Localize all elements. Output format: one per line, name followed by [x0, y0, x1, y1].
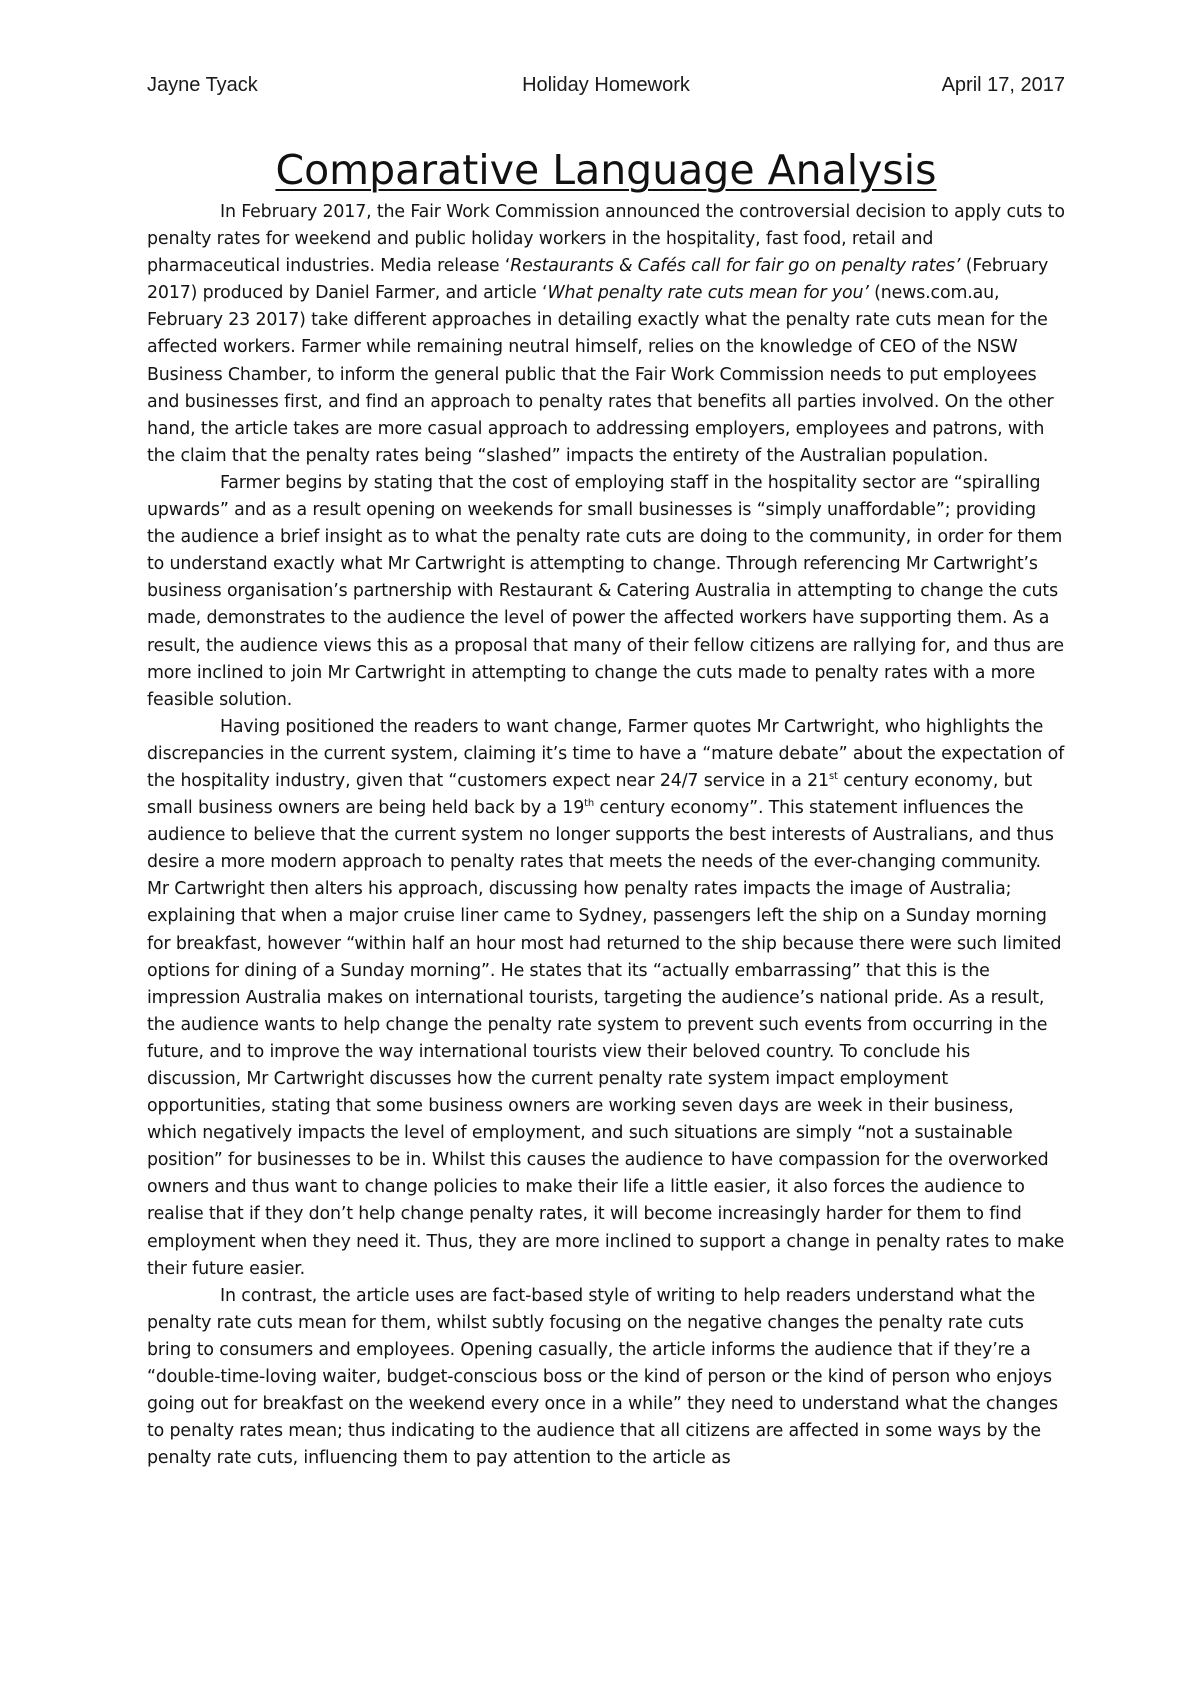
document-body	[147, 199, 1065, 1472]
paragraph-text: (news.com.au, February 23 2017) take different approaches in detailing exactly what the penalty rate cuts mean for the affected workers. Farmer while remaining neutral himself, relies on the knowledge of CEO of the NSW Business Chamber, to inform the general public that the Fair Work Commission needs to put employees and businesses first, and find an approach to penalty rates that benefits all parties involved. On the other hand, the article takes are more casual approach to addressing employers, employees and patrons, with the claim that the penalty rates being “slashed” impacts the entirety of the Australian population.	[147, 283, 1054, 466]
paragraph-1	[147, 199, 1065, 470]
page-header	[147, 74, 1065, 104]
paragraph-2	[147, 470, 1065, 714]
ordinal-superscript: th	[584, 798, 595, 810]
paragraph-text: In February 2017, the Fair Work Commission announced the controversial decision to apply cuts to penalty rates for weekend and public holiday workers in the hospitality, fast food, retail and pharmaceutical industries. Media release ‘	[147, 202, 1065, 277]
paragraph-3	[147, 714, 1065, 1283]
article-title: What penalty rate cuts mean for you’	[547, 283, 869, 304]
paragraph-text: Farmer begins by stating that the cost of employing staff in the hospitality sector are “spiralling upwards” and as a result opening on weekends for small businesses is “simply unaffordable”; providing the audience a brief insight as to what the penalty rate cuts are doing to the community, in order for them to understand exactly what Mr Cartwright is attempting to change. Through referencing Mr Cartwright’s business organisation’s partnership with Restaurant & Catering Australia in attempting to change the cuts made, demonstrates to the audience the level of power the affected workers have supporting them. As a result, the audience views this as a proposal that many of their fellow citizens are rallying for, and thus are more inclined to join Mr Cartwright in attempting to change the cuts made to penalty rates with a more feasible solution.	[147, 472, 1064, 710]
media-release-title: Restaurants & Cafés call for fair go on penalty rates’	[510, 256, 961, 277]
paragraph-text: century economy, but small business owners are being held back by a 19	[147, 770, 1033, 819]
ordinal-superscript: st	[828, 771, 838, 783]
paragraph-text: century economy”. This statement influences the audience to believe that the current system no longer supports the best interests of Australians, and thus desire a more modern approach to penalty rates that meets the needs of the ever-changing community. Mr Cartwright then alters his approach, discussing how penalty rates impacts the image of Australia; explaining that when a major cruise liner came to Sydney, passengers left the ship on a Sunday morning for breakfast, however “within half an hour most had returned to the ship because there were such limited options for dining of a Sunday morning”. He states that its “actually embarrassing” that this is the impression Australia makes on international tourists, targeting the audience’s national pride. As a result, the audience wants to help change the penalty rate system to prevent such events from occurring in the future, and to improve the way international tourists view their beloved country. To conclude his discussion, Mr Cartwright discusses how the current penalty rate system impact employment opportunities, stating that some business owners are working seven days are week in their business, which negatively impacts the level of employment, and such situations are simply “not a sustainable position” for businesses to be in. Whilst this causes the audience to have compassion for the overworked owners and thus want to change policies to make their life a little easier, it also forces the audience to realise that if they don’t help change penalty rates, it will become increasingly harder for them to find employment when they need it. Thus, they are more inclined to support a change in penalty rates to make their future easier.	[147, 798, 1065, 1279]
header-date: April 17, 2017	[941, 74, 1065, 96]
document-title: Comparative Language Analysis	[275, 146, 937, 194]
paragraph-text: Having positioned the readers to want change, Farmer quotes Mr Cartwright, who highlights the discrepancies in the current system, claiming it’s time to have a “mature debate” about the expectation of the hospitality industry, given that “customers expect near 24/7 service in a 21	[147, 716, 1065, 791]
paragraph-text: (February 2017) produced by Daniel Farmer, and article ‘	[147, 256, 1049, 304]
paragraph-4	[147, 1283, 1065, 1473]
header-author: Jayne Tyack	[147, 74, 258, 96]
paragraph-text: In contrast, the article uses are fact-based style of writing to help readers understand what the penalty rate cuts mean for them, whilst subtly focusing on the negative changes the penalty rate cuts bring to consumers and employees. Opening casually, the article informs the audience that if they’re a “double-time-loving waiter, budget-conscious boss or the kind of person or the kind of person who enjoys going out for breakfast on the weekend every once in a while” they need to understand what the changes to penalty rates mean; thus indicating to the audience that all citizens are affected in some ways by the penalty rate cuts, influencing them to pay attention to the article as	[147, 1285, 1058, 1469]
header-subject: Holiday Homework	[522, 74, 690, 96]
